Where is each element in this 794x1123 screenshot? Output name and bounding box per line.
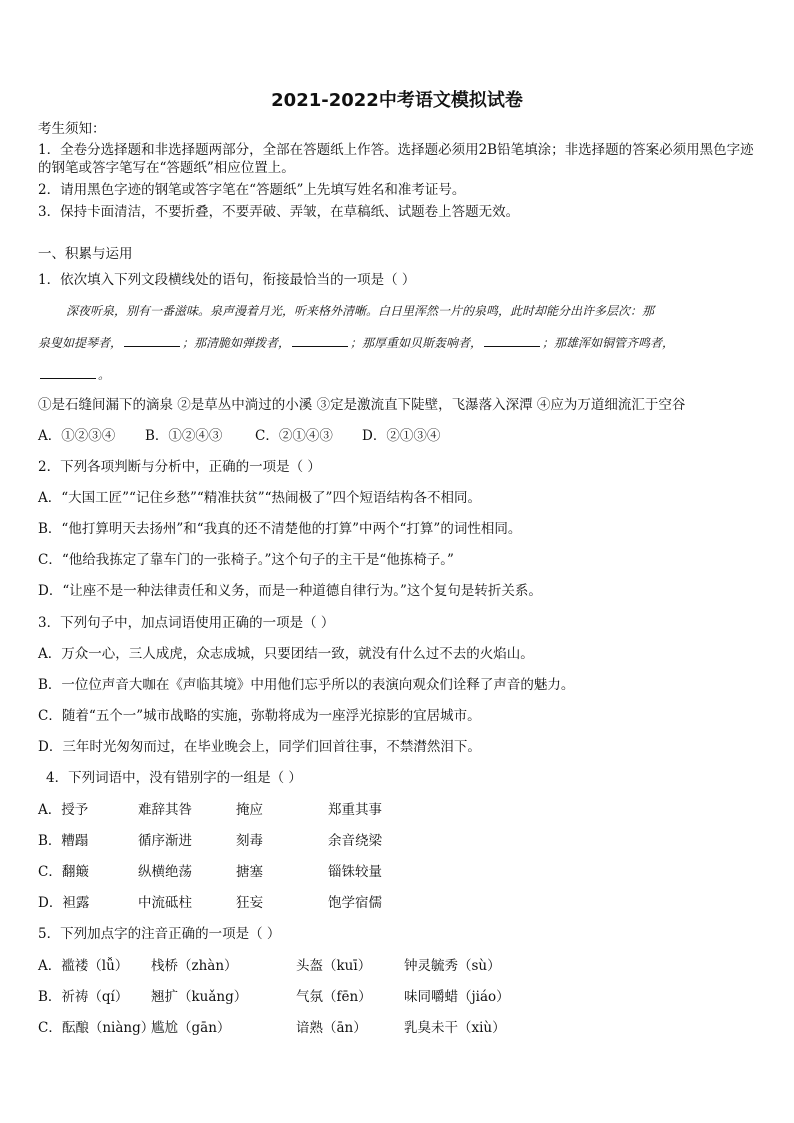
word-row <box>38 801 382 819</box>
passage-text: 泉叟如提琴者， <box>38 336 123 350</box>
pinyin-row <box>38 957 501 975</box>
answer-blank <box>292 334 348 347</box>
notice-heading: 考生须知： <box>38 121 106 137</box>
choice-option: A．万众一心，三人成虎，众志成城，只要团结一致，就没有什么过不去的火焰山。 <box>38 646 534 662</box>
word-cell: 纵横绝荡 <box>138 864 192 880</box>
passage-line <box>38 366 758 384</box>
answer-blank <box>40 366 96 379</box>
pinyin-cell: 头盔（kuī） <box>296 958 372 974</box>
passage-text: 深夜听泉，别有一番滋味。泉声漫着月光，听来格外清晰。白日里浑然一片的泉鸣，此时却能分出许多层次：那 <box>66 304 655 318</box>
choice-row <box>38 427 440 445</box>
word-cell: 饱学宿儒 <box>328 895 382 911</box>
question-stem: 2．下列各项判断与分析中，正确的一项是（ ） <box>38 459 321 475</box>
question-stem: 1．依次填入下列文段横线处的语句，衔接最恰当的一项是（ ） <box>38 272 416 288</box>
word-cell: 余音绕梁 <box>328 833 382 849</box>
page-title: 2021-2022中考语文模拟试卷 <box>271 90 523 111</box>
choice-option: B．①②④③ <box>145 428 223 444</box>
pinyin-row <box>38 1019 506 1037</box>
passage-text: ；那雄浑如铜管齐鸣者， <box>542 336 675 350</box>
pinyin-cell: 味同嚼蜡（jiáo） <box>404 989 510 1005</box>
pinyin-cell: 乳臭未干（xiù） <box>404 1020 506 1036</box>
section-heading: 一、积累与运用 <box>38 246 133 262</box>
question-stem: 4．下列词语中，没有错别字的一组是（ ） <box>46 770 302 786</box>
choice-option: D．“让座不是一种法律责任和义务，而是一种道德自律行为。”这个复句是转折关系。 <box>38 583 542 599</box>
passage-text: ；那厚重如贝斯轰响者， <box>350 336 483 350</box>
pinyin-cell: B．祈祷（qí） <box>38 989 129 1005</box>
passage-text: 。 <box>98 368 111 382</box>
passage-line <box>66 302 786 320</box>
answer-blank <box>484 334 540 347</box>
word-cell: B．糟蹋 <box>38 833 89 849</box>
choice-option: C．随着“五个一”城市战略的实施，弥勒将成为一座浮光掠影的宜居城市。 <box>38 708 481 724</box>
pinyin-cell: 钟灵毓秀（sù） <box>404 958 501 974</box>
word-cell: D．袒露 <box>38 895 90 911</box>
word-cell: 循序渐进 <box>138 833 192 849</box>
pinyin-cell: 尴尬（gān） <box>151 1020 231 1036</box>
word-cell: C．翻簸 <box>38 864 89 880</box>
choice-option: C．“他给我拣定了靠车门的一张椅子。”这个句子的主干是“他拣椅子。” <box>38 552 454 568</box>
pinyin-cell: 谙熟（ān） <box>296 1020 367 1036</box>
word-row <box>38 832 382 850</box>
pinyin-cell: 气氛（fēn） <box>296 989 372 1005</box>
question-stem: 3．下列句子中，加点词语使用正确的一项是（ ） <box>38 615 335 631</box>
option-list: ①是石缝间漏下的滴泉 ②是草丛中淌过的小溪 ③定是激流直下陡壁，飞瀑落入深潭 ④应为万道细流汇于空谷 <box>38 397 686 413</box>
choice-option: A．①②③④ <box>38 428 116 444</box>
notice-item: 1．全卷分选择题和非选择题两部分，全部在答题纸上作答。选择题必须用2B铅笔填涂；非选择题的答案必须用黑色字迹的钢笔或答字笔写在“答题纸”相应位置上。 <box>38 142 754 176</box>
notice-item: 2．请用黑色字迹的钢笔或答字笔在“答题纸”上先填写姓名和准考证号。 <box>38 182 466 198</box>
word-row <box>38 894 382 912</box>
pinyin-row <box>38 988 510 1006</box>
answer-blank <box>124 334 180 347</box>
pinyin-cell: 翘扩（kuǎng） <box>151 989 248 1005</box>
word-cell: 狂妄 <box>236 895 263 911</box>
word-cell: 刻毒 <box>236 833 263 849</box>
word-cell: 搪塞 <box>236 864 263 880</box>
word-cell: 中流砥柱 <box>138 895 192 911</box>
word-row <box>38 863 382 881</box>
word-cell: 掩应 <box>236 802 263 818</box>
choice-option: B．“他打算明天去扬州”和“我真的还不清楚他的打算”中两个“打算”的词性相同。 <box>38 521 522 537</box>
choice-option: D．②①③④ <box>362 428 441 444</box>
choice-option: D．三年时光匆匆而过，在毕业晚会上，同学们回首往事，不禁潸然泪下。 <box>38 739 481 755</box>
word-cell: 难辞其咎 <box>138 802 192 818</box>
choice-option: C．②①④③ <box>255 428 333 444</box>
word-cell: 郑重其事 <box>328 802 382 818</box>
pinyin-cell: C．酝酿（niàng） <box>38 1020 155 1036</box>
word-cell: 锱铢较量 <box>328 864 382 880</box>
pinyin-cell: 栈桥（zhàn） <box>151 958 238 974</box>
passage-text: ；那清脆如弹拨者， <box>182 336 291 350</box>
question-stem: 5．下列加点字的注音正确的一项是（ ） <box>38 926 281 942</box>
passage-line <box>38 334 758 352</box>
word-cell: A．授予 <box>38 802 89 818</box>
notice-item: 3．保持卡面清洁，不要折叠，不要弄破、弄皱，在草稿纸、试题卷上答题无效。 <box>38 204 520 220</box>
pinyin-cell: A．褴褛（lǚ） <box>38 958 129 974</box>
choice-option: A．“大国工匠”“记住乡愁”“精准扶贫”“热闹极了”四个短语结构各不相同。 <box>38 490 481 506</box>
choice-option: B．一位位声音大咖在《声临其境》中用他们忘乎所以的表演向观众们诠释了声音的魅力。 <box>38 677 575 693</box>
